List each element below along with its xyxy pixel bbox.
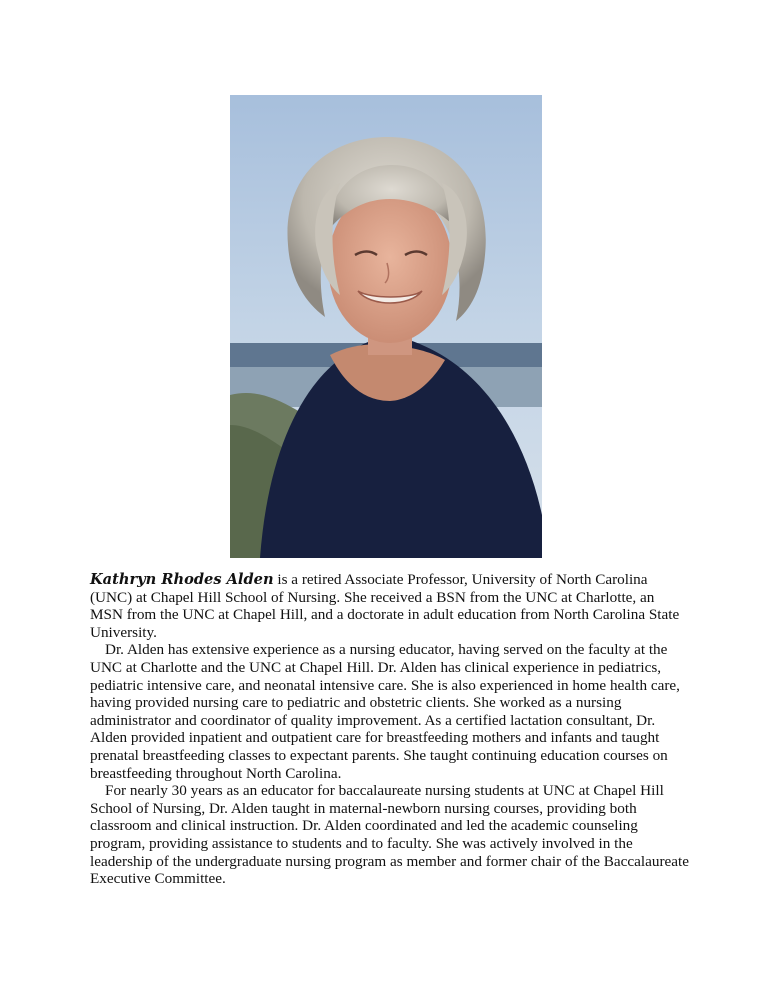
- bio-intro-text: is a retired Associate Professor, University of North Carolina (UNC) at Chapel Hill School of Nursing. She received a BSN from the UNC at Charlotte, an MSN from the UNC at Chapel Hill, and a doctorate in adult education from North Carolina State University.: [90, 571, 680, 641]
- bio-paragraph-experience: Dr. Alden has extensive experience as a nursing educator, having served on the faculty at the UNC at Charlotte and the UNC at Chapel Hill. Dr. Alden has clinical experience in pediatrics, pediatric intensive care, and neonatal intensive care. She is also experienced in home health care, having provided nursing care to pediatric and obstetric clients. She worked as a nursing administrator and coordinator of quality improvement. As a certified lactation consultant, Dr. Alden provided inpatient and outpatient care for breastfeeding mothers and infants and taught prenatal breastfeeding classes to expectant parents. She taught continuing education courses on breastfeeding throughout North Carolina.: [90, 641, 680, 782]
- bio-paragraph-intro: [90, 571, 690, 641]
- author-name: Kathryn Rhodes Alden: [90, 571, 274, 588]
- bio-paragraph-teaching: For nearly 30 years as an educator for baccalaureate nursing students at UNC at Chapel Hill School of Nursing, Dr. Alden taught in maternal-newborn nursing courses, providing both classroom and clinical instruction. Dr. Alden coordinated and led the academic counseling program, providing assistance to students and to faculty. She was actively involved in the leadership of the undergraduate nursing program as member and former chair of the Baccalaureate Executive Committee.: [90, 782, 689, 888]
- portrait-illustration: [230, 95, 542, 558]
- biography: [90, 571, 690, 888]
- portrait-photo: [230, 95, 542, 558]
